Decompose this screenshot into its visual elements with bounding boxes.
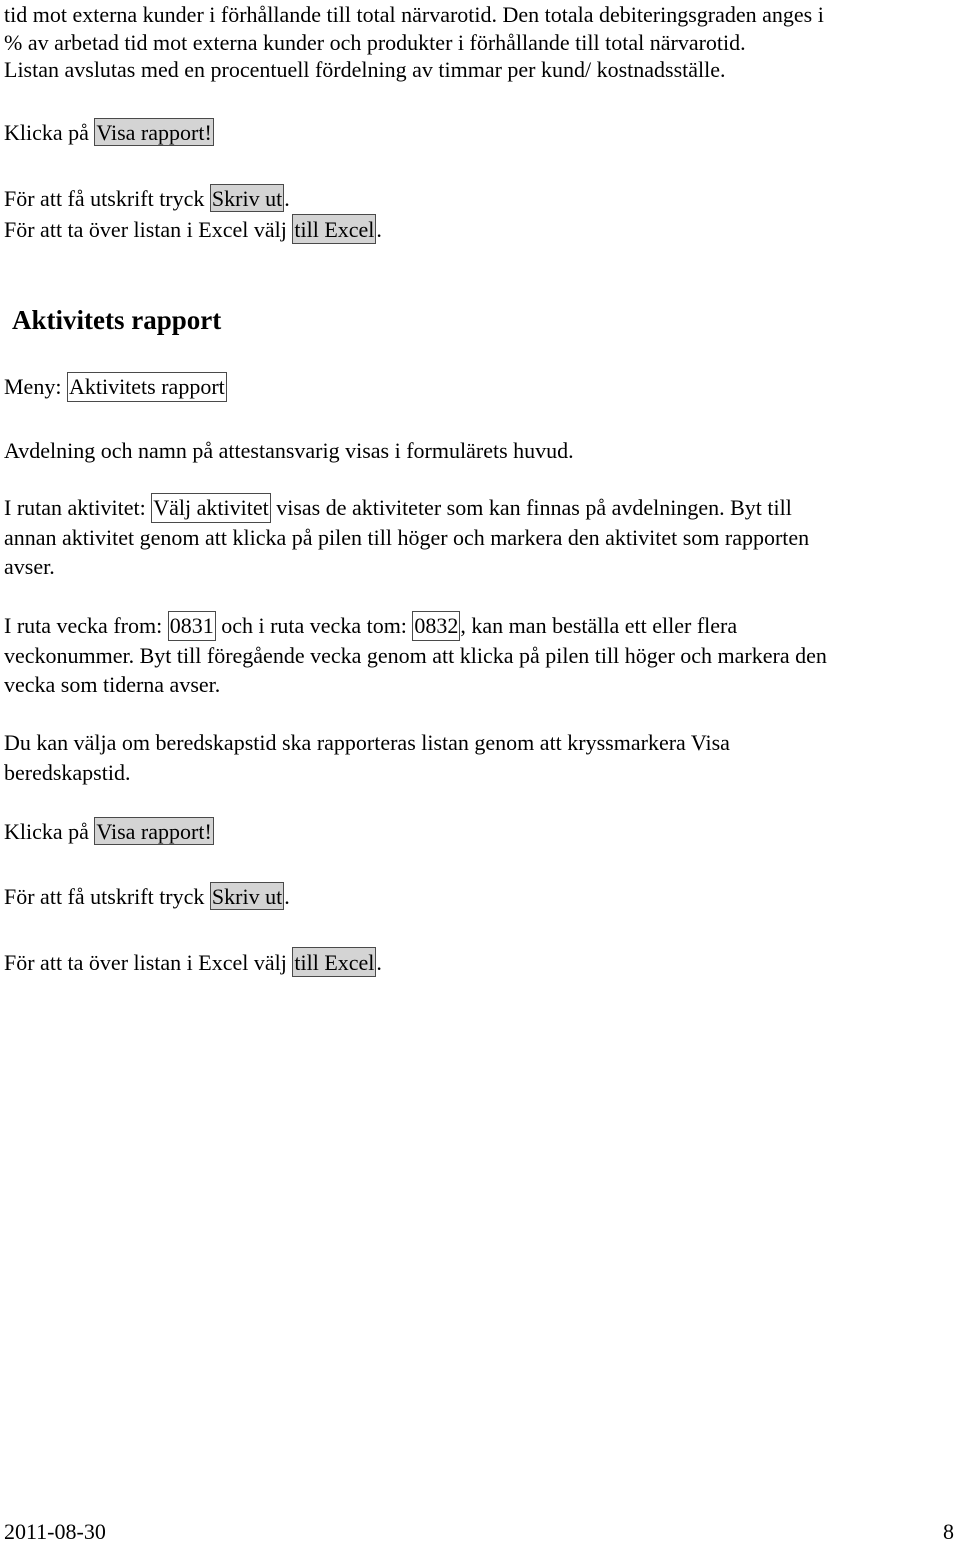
intro-print-prefix: För att få utskrift tryck xyxy=(4,186,210,211)
footer-date: 2011-08-30 xyxy=(4,1519,106,1544)
intro-print-suffix: . xyxy=(284,186,290,211)
intro-excel-suffix: . xyxy=(376,217,382,242)
standby-line-2: beredskapstid. xyxy=(4,760,131,785)
intro-excel-prefix: För att ta över listan i Excel välj xyxy=(4,217,293,242)
page-number: 8 xyxy=(943,1519,954,1544)
intro-click-prefix: Klicka på xyxy=(4,120,95,145)
section-print-suffix: . xyxy=(284,884,290,909)
intro-print-line xyxy=(4,184,290,214)
section-excel-line xyxy=(4,947,382,977)
menu-prefix: Meny: xyxy=(4,374,67,399)
print-button-2[interactable]: Skriv ut xyxy=(211,884,283,909)
section-print-prefix: För att få utskrift tryck xyxy=(4,884,210,909)
intro-line-3: Listan avslutas med en procentuell fördelning av timmar per kund/ kostnadsställe. xyxy=(4,57,726,82)
week-suffix: , kan man beställa ett eller flera xyxy=(460,613,738,638)
standby-line-1: Du kan välja om beredskapstid ska rapporteras listan genom att kryssmarkera Visa xyxy=(4,730,730,755)
excel-button-2[interactable]: till Excel xyxy=(292,947,376,977)
print-button[interactable]: Skriv ut xyxy=(211,186,283,211)
activity-line-2: annan aktivitet genom att klicka på pilen till höger och markera den aktivitet som rapporten xyxy=(4,525,810,550)
intro-click-line xyxy=(4,118,214,148)
activity-prefix: I rutan aktivitet: xyxy=(4,495,152,520)
activity-select[interactable]: Välj aktivitet xyxy=(151,493,270,523)
week-to-field[interactable]: 0832 xyxy=(412,611,460,641)
excel-button[interactable]: till Excel xyxy=(292,214,376,244)
week-from-field[interactable]: 0831 xyxy=(168,611,216,641)
show-report-button[interactable]: Visa rapport! xyxy=(96,120,212,145)
week-prefix: I ruta vecka from: xyxy=(4,613,168,638)
section-heading: Aktivitets rapport xyxy=(12,305,222,335)
week-line-3: vecka som tiderna avser. xyxy=(4,672,221,697)
show-report-button-2[interactable]: Visa rapport! xyxy=(96,819,212,844)
section-print-line xyxy=(4,882,290,912)
week-mid: och i ruta vecka tom: xyxy=(215,613,413,638)
section-click-line xyxy=(4,817,214,847)
week-line-1 xyxy=(4,611,737,641)
section-excel-prefix: För att ta över listan i Excel välj xyxy=(4,950,293,975)
header-info-line: Avdelning och namn på attestansvarig visas i formulärets huvud. xyxy=(4,438,574,463)
section-excel-suffix: . xyxy=(376,950,382,975)
activity-line-1 xyxy=(4,493,792,523)
activity-line-3: avser. xyxy=(4,554,55,579)
intro-line-2: % av arbetad tid mot externa kunder och produkter i förhållande till total närvarotid. xyxy=(4,30,746,55)
section-click-prefix: Klicka på xyxy=(4,819,95,844)
week-line-2: veckonummer. Byt till föregående vecka genom att klicka på pilen till höger och markera den xyxy=(4,643,827,668)
intro-line-1: tid mot externa kunder i förhållande till total närvarotid. Den totala debiteringsgraden anges i xyxy=(4,2,824,27)
menu-item-activity-report[interactable]: Aktivitets rapport xyxy=(67,372,227,402)
menu-line xyxy=(4,372,227,402)
activity-suffix: visas de aktiviteter som kan finnas på avdelningen. Byt till xyxy=(270,495,792,520)
intro-excel-line xyxy=(4,214,382,244)
